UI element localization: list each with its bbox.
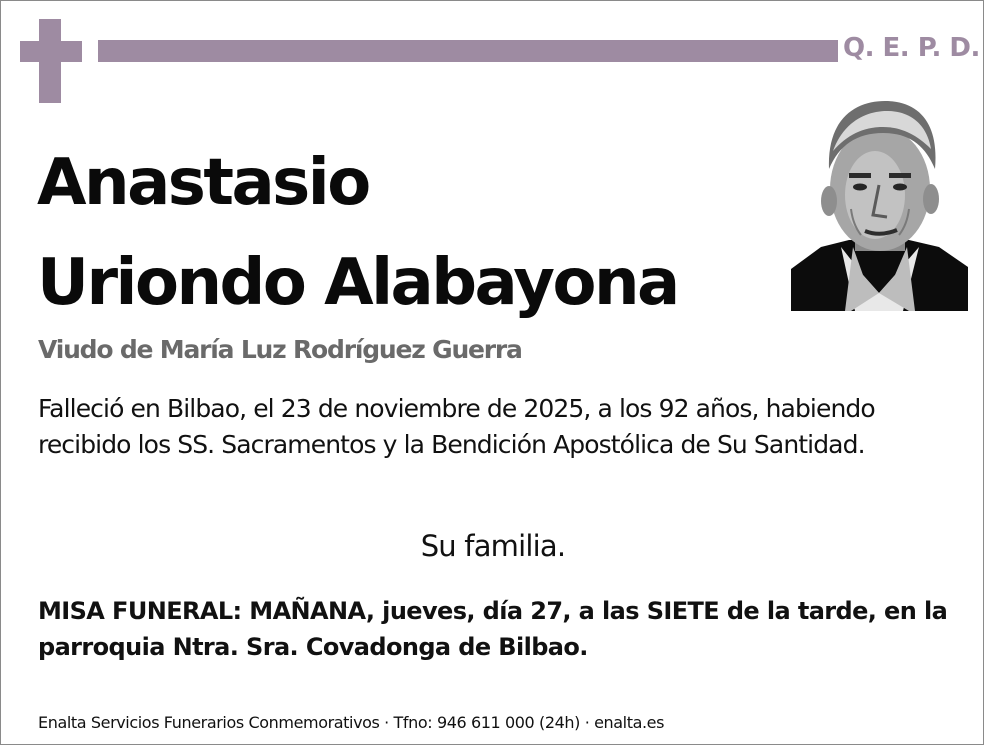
funeral-home-footer: Enalta Servicios Funerarios Conmemorativos · Tfno: 946 611 000 (24h) · enalta.es [38, 713, 665, 732]
funeral-notice: MISA FUNERAL: MAÑANA, jueves, día 27, a las SIETE de la tarde, en la parroquia Ntra. Sra. Covadonga de Bilbao. [38, 597, 948, 661]
family-signature: Su familia. [420, 529, 566, 563]
widow-line: Viudo de María Luz Rodríguez Guerra [38, 335, 522, 364]
first-name: Anastasio [37, 146, 369, 220]
deceased-name [37, 133, 678, 333]
surnames: Uriondo Alabayona [37, 246, 678, 320]
death-announcement: Falleció en Bilbao, el 23 de noviembre de 2025, a los 92 años, habiendo recibido los SS. Sacramentos y la Bendición Apostólica de Su Santidad. [38, 394, 875, 459]
portrait-photo [791, 97, 968, 311]
header-rule [98, 40, 838, 62]
qepd-label: Q. E. P. D. [843, 33, 980, 63]
